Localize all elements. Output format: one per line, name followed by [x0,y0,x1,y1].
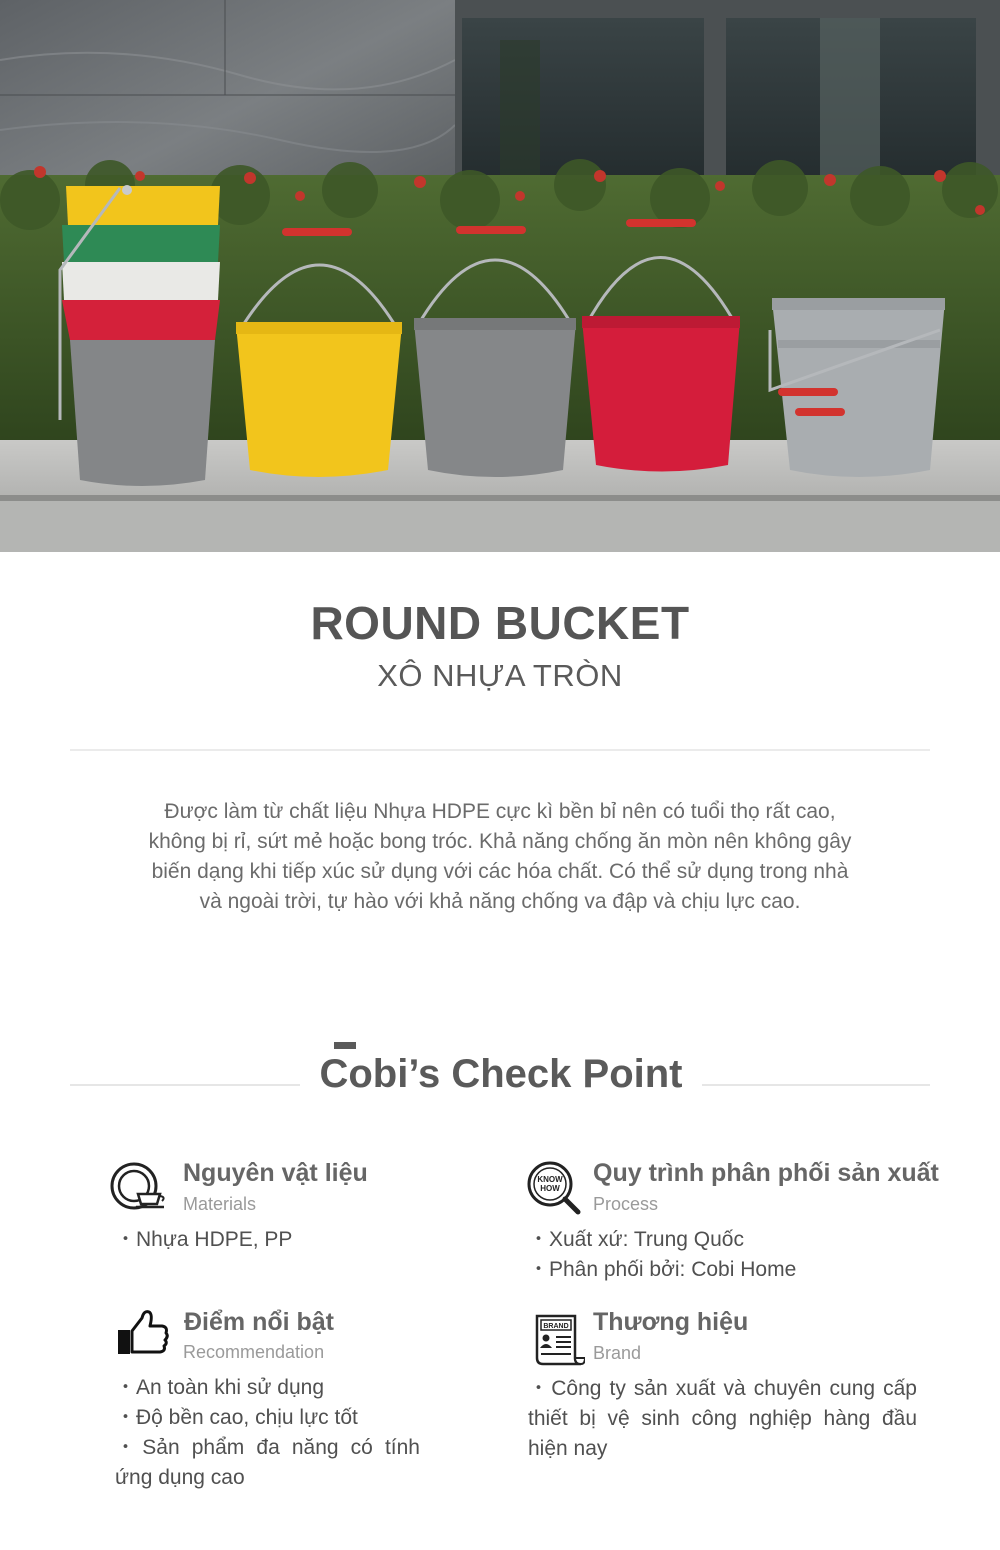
product-title: ROUND BUCKET [310,597,690,649]
check-point-rule-left [70,1084,300,1086]
check-point-accent-dash [334,1042,356,1049]
list-item: ・An toàn khi sử dụng [115,1376,325,1399]
know-how-magnifier-icon [526,1160,582,1216]
check-point-rule-right [702,1084,930,1086]
section-divider [70,749,930,751]
materials-title: Nguyên vật liệu [183,1159,368,1187]
recommendation-title: Điểm nổi bật [184,1308,335,1336]
list-item: ・Độ bền cao, chịu lực tốt [115,1406,358,1429]
list-item: ・Công ty sản xuất và chuyên cung cấp thiết bị vệ sinh công nghiệp hàng đầu hiện nay [528,1377,917,1460]
light-grey-bucket [770,298,945,477]
recommendation-list [115,1373,420,1493]
dish-cup-icon [110,1160,166,1216]
hero-photo [0,0,1000,552]
process-title: Quy trình phân phối sản xuất [593,1159,939,1187]
brand-subtitle: Brand [593,1343,642,1363]
brand-list [528,1374,917,1464]
list-item: ・Nhựa HDPE, PP [115,1228,293,1251]
process-list [528,1225,918,1285]
check-point-title: Cobi’s Check Point [319,1052,683,1096]
brand-title: Thương hiệu [593,1308,749,1336]
know-how-icon-text-2: HOW [540,1184,560,1193]
product-description: Được làm từ chất liệu Nhựa HDPE cực kì bền bỉ nên có tuổi thọ rất cao, không bị rỉ, sứt mẻ hoặc bong tróc. Khả năng chống ăn mòn nên không gây biến dạng khi tiếp xúc sử dụng với các hóa chất. Có thể sử dụng trong nhà và ngoài trời, tự hào với khả năng chống va đập và chịu lực cao. [148,800,852,913]
materials-subtitle: Materials [183,1194,257,1214]
recommendation-subtitle: Recommendation [183,1342,325,1362]
list-item: ・Phân phối bởi: Cobi Home [528,1258,797,1281]
materials-list [115,1225,445,1255]
brand-icon-text: BRAND [543,1323,569,1330]
brand-certificate-icon [529,1312,585,1368]
product-subtitle: XÔ NHỰA TRÒN [377,658,623,693]
bucket-scene-illustration [0,0,1000,552]
list-item: ・Xuất xứ: Trung Quốc [528,1228,744,1251]
thumbs-up-icon [114,1306,170,1362]
process-subtitle: Process [593,1194,659,1214]
bucket-stack [60,185,220,486]
know-how-icon-text-1: KNOW [537,1175,563,1184]
list-item: ・Sản phẩm đa năng có tính ứng dụng cao [115,1436,420,1489]
